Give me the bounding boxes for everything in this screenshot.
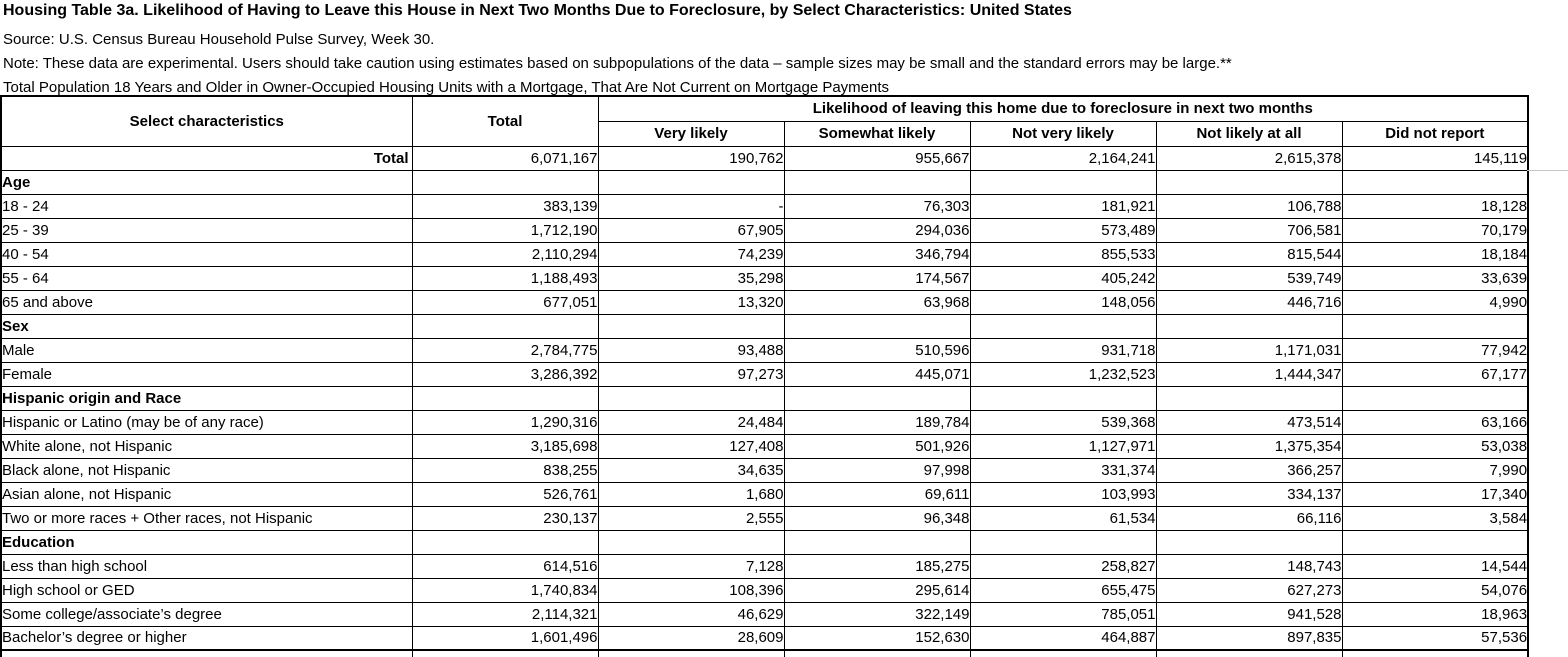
cell-did-not-report: 14,544: [1342, 554, 1528, 578]
cell-not-very-likely: 181,921: [970, 194, 1156, 218]
cell-total: 526,761: [412, 482, 598, 506]
cell-did-not-report: 18,128: [1342, 194, 1528, 218]
cell-very-likely: 74,239: [598, 242, 784, 266]
col-header-total: Total: [412, 96, 598, 146]
table-row: [1, 506, 1528, 530]
cell-did-not-report: 57,536: [1342, 626, 1528, 650]
cell-empty: [1156, 314, 1342, 338]
row-label: Female: [1, 362, 412, 386]
cell-very-likely: 13,320: [598, 290, 784, 314]
cell-very-likely: 97,273: [598, 362, 784, 386]
col-header-very-likely: Very likely: [598, 121, 784, 146]
table-row: [1, 482, 1528, 506]
cell-somewhat-likely: 63,968: [784, 290, 970, 314]
table-row: [1, 626, 1528, 650]
table-row: [1, 578, 1528, 602]
cell-did-not-report: 17,340: [1342, 482, 1528, 506]
cell-empty: [1156, 386, 1342, 410]
cell-very-likely: 127,408: [598, 434, 784, 458]
cell-not-likely-at-all: 627,273: [1156, 578, 1342, 602]
section-row-sex: [1, 314, 1528, 338]
col-header-did-not-report: Did not report: [1342, 121, 1528, 146]
cell-empty: [412, 170, 598, 194]
cell-not-likely-at-all: 2,615,378: [1156, 146, 1342, 170]
cell-somewhat-likely: 152,630: [784, 626, 970, 650]
cell-empty: [784, 386, 970, 410]
cell-very-likely: 46,629: [598, 602, 784, 626]
cell-not-likely-at-all: 815,544: [1156, 242, 1342, 266]
table-row: [1, 458, 1528, 482]
cell-not-very-likely: 405,242: [970, 266, 1156, 290]
cell-very-likely: 34,635: [598, 458, 784, 482]
cell-not-likely-at-all: 706,581: [1156, 218, 1342, 242]
cell-total: 614,516: [412, 554, 598, 578]
cell-empty: [970, 386, 1156, 410]
table-row: [1, 290, 1528, 314]
cell-somewhat-likely: 189,784: [784, 410, 970, 434]
cell-total: 1,290,316: [412, 410, 598, 434]
cell-somewhat-likely: 97,998: [784, 458, 970, 482]
cell-very-likely: -: [598, 194, 784, 218]
section-row-hispanic-origin-race: [1, 386, 1528, 410]
cell-did-not-report: 33,639: [1342, 266, 1528, 290]
cell-total: 2,784,775: [412, 338, 598, 362]
cell-total: 838,255: [412, 458, 598, 482]
cell-not-likely-at-all: 106,788: [1156, 194, 1342, 218]
row-label: 55 - 64: [1, 266, 412, 290]
cell-not-likely-at-all: 1,375,354: [1156, 434, 1342, 458]
row-label: 65 and above: [1, 290, 412, 314]
table-row: [1, 218, 1528, 242]
row-label: Black alone, not Hispanic: [1, 458, 412, 482]
cell-did-not-report: 53,038: [1342, 434, 1528, 458]
cell-empty: [598, 314, 784, 338]
gridline-extension: [1527, 170, 1568, 171]
table-row: [1, 362, 1528, 386]
cell-empty: [784, 170, 970, 194]
population-line: Total Population 18 Years and Older in Owner-Occupied Housing Units with a Mortgage, That Are Not Current on Mortgage Payments: [3, 79, 890, 96]
cell-not-likely-at-all: 148,743: [1156, 554, 1342, 578]
cell-not-very-likely: 258,827: [970, 554, 1156, 578]
cell-not-very-likely: 103,993: [970, 482, 1156, 506]
cell-empty: [1342, 170, 1528, 194]
cell-very-likely: 2,555: [598, 506, 784, 530]
col-header-not-very-likely: Not very likely: [970, 121, 1156, 146]
cell-total: 3,286,392: [412, 362, 598, 386]
row-label: Less than high school: [1, 554, 412, 578]
table-row: [1, 242, 1528, 266]
cell-empty: [598, 530, 784, 554]
section-label: Education: [1, 530, 412, 554]
table-row: [1, 434, 1528, 458]
cell-empty: [1, 650, 412, 657]
note-line: Note: These data are experimental. Users should take caution using estimates based on subpopulations of the data – sample sizes may be small and the standard errors may be large.**: [3, 55, 1232, 72]
cell-empty: [784, 530, 970, 554]
cell-very-likely: 67,905: [598, 218, 784, 242]
cell-did-not-report: 70,179: [1342, 218, 1528, 242]
cell-not-very-likely: 855,533: [970, 242, 1156, 266]
table-row-clipped: [1, 650, 1528, 657]
cell-very-likely: 24,484: [598, 410, 784, 434]
cell-empty: [412, 650, 598, 657]
table-row: [1, 338, 1528, 362]
cell-total: 1,188,493: [412, 266, 598, 290]
cell-somewhat-likely: 510,596: [784, 338, 970, 362]
cell-somewhat-likely: 69,611: [784, 482, 970, 506]
cell-did-not-report: 18,184: [1342, 242, 1528, 266]
cell-not-very-likely: 331,374: [970, 458, 1156, 482]
row-label: White alone, not Hispanic: [1, 434, 412, 458]
cell-total: 6,071,167: [412, 146, 598, 170]
section-row-education: [1, 530, 1528, 554]
cell-not-likely-at-all: 1,444,347: [1156, 362, 1342, 386]
section-row-age: [1, 170, 1528, 194]
cell-total: 3,185,698: [412, 434, 598, 458]
cell-empty: [970, 170, 1156, 194]
cell-somewhat-likely: 346,794: [784, 242, 970, 266]
cell-not-likely-at-all: 1,171,031: [1156, 338, 1342, 362]
cell-somewhat-likely: 76,303: [784, 194, 970, 218]
page-title: Housing Table 3a. Likelihood of Having to Leave this House in Next Two Months Due to Foreclosure, by Select Characteristics: United States: [3, 2, 1072, 19]
cell-very-likely: 93,488: [598, 338, 784, 362]
header-row-1: [1, 96, 1528, 121]
row-label: Two or more races + Other races, not Hispanic: [1, 506, 412, 530]
cell-somewhat-likely: 96,348: [784, 506, 970, 530]
row-label: Hispanic or Latino (may be of any race): [1, 410, 412, 434]
table-row: [1, 194, 1528, 218]
cell-very-likely: 35,298: [598, 266, 784, 290]
cell-did-not-report: 7,990: [1342, 458, 1528, 482]
cell-did-not-report: 18,963: [1342, 602, 1528, 626]
cell-somewhat-likely: 445,071: [784, 362, 970, 386]
cell-very-likely: 7,128: [598, 554, 784, 578]
cell-not-likely-at-all: 473,514: [1156, 410, 1342, 434]
cell-not-very-likely: 148,056: [970, 290, 1156, 314]
col-header-not-likely-at-all: Not likely at all: [1156, 121, 1342, 146]
table-row: [1, 602, 1528, 626]
section-label: Sex: [1, 314, 412, 338]
cell-total: 1,740,834: [412, 578, 598, 602]
cell-somewhat-likely: 185,275: [784, 554, 970, 578]
cell-did-not-report: 63,166: [1342, 410, 1528, 434]
cell-total: 1,601,496: [412, 626, 598, 650]
cell-did-not-report: 67,177: [1342, 362, 1528, 386]
row-label: Some college/associate’s degree: [1, 602, 412, 626]
table-row: [1, 266, 1528, 290]
cell-not-likely-at-all: 446,716: [1156, 290, 1342, 314]
cell-total: 2,110,294: [412, 242, 598, 266]
cell-empty: [1156, 650, 1342, 657]
cell-empty: [784, 314, 970, 338]
cell-somewhat-likely: 955,667: [784, 146, 970, 170]
cell-did-not-report: 145,119: [1342, 146, 1528, 170]
cell-empty: [412, 530, 598, 554]
cell-not-very-likely: 1,127,971: [970, 434, 1156, 458]
total-row: [1, 146, 1528, 170]
cell-empty: [1342, 530, 1528, 554]
section-label: Hispanic origin and Race: [1, 386, 412, 410]
cell-total: 383,139: [412, 194, 598, 218]
cell-not-very-likely: 931,718: [970, 338, 1156, 362]
table-row: [1, 554, 1528, 578]
cell-total: 2,114,321: [412, 602, 598, 626]
row-label: 25 - 39: [1, 218, 412, 242]
cell-empty: [1342, 386, 1528, 410]
cell-empty: [598, 386, 784, 410]
row-label: High school or GED: [1, 578, 412, 602]
cell-not-very-likely: 573,489: [970, 218, 1156, 242]
cell-empty: [970, 530, 1156, 554]
cell-not-very-likely: 1,232,523: [970, 362, 1156, 386]
cell-empty: [598, 170, 784, 194]
cell-total: 677,051: [412, 290, 598, 314]
cell-empty: [412, 314, 598, 338]
cell-did-not-report: 54,076: [1342, 578, 1528, 602]
table-row: [1, 410, 1528, 434]
cell-somewhat-likely: 174,567: [784, 266, 970, 290]
cell-somewhat-likely: 322,149: [784, 602, 970, 626]
cell-somewhat-likely: 501,926: [784, 434, 970, 458]
row-label: 18 - 24: [1, 194, 412, 218]
cell-very-likely: 1,680: [598, 482, 784, 506]
cell-not-very-likely: 464,887: [970, 626, 1156, 650]
cell-did-not-report: 3,584: [1342, 506, 1528, 530]
cell-empty: [970, 314, 1156, 338]
cell-not-likely-at-all: 334,137: [1156, 482, 1342, 506]
row-label: Total: [1, 146, 412, 170]
cell-not-very-likely: 2,164,241: [970, 146, 1156, 170]
cell-total: 230,137: [412, 506, 598, 530]
cell-not-likely-at-all: 366,257: [1156, 458, 1342, 482]
cell-not-likely-at-all: 941,528: [1156, 602, 1342, 626]
cell-empty: [1342, 650, 1528, 657]
cell-very-likely: 190,762: [598, 146, 784, 170]
cell-empty: [412, 386, 598, 410]
cell-not-very-likely: 785,051: [970, 602, 1156, 626]
cell-did-not-report: 77,942: [1342, 338, 1528, 362]
cell-not-likely-at-all: 539,749: [1156, 266, 1342, 290]
cell-not-very-likely: 539,368: [970, 410, 1156, 434]
span-header-likelihood: Likelihood of leaving this home due to foreclosure in next two months: [598, 96, 1528, 121]
cell-empty: [784, 650, 970, 657]
cell-not-likely-at-all: 66,116: [1156, 506, 1342, 530]
cell-very-likely: 28,609: [598, 626, 784, 650]
cell-somewhat-likely: 295,614: [784, 578, 970, 602]
cell-not-very-likely: 655,475: [970, 578, 1156, 602]
row-label: 40 - 54: [1, 242, 412, 266]
data-table: [0, 95, 1529, 657]
row-label: Bachelor’s degree or higher: [1, 626, 412, 650]
source-line: Source: U.S. Census Bureau Household Pulse Survey, Week 30.: [3, 31, 435, 48]
cell-somewhat-likely: 294,036: [784, 218, 970, 242]
cell-did-not-report: 4,990: [1342, 290, 1528, 314]
cell-empty: [1156, 170, 1342, 194]
cell-total: 1,712,190: [412, 218, 598, 242]
section-label: Age: [1, 170, 412, 194]
cell-not-very-likely: 61,534: [970, 506, 1156, 530]
cell-empty: [1342, 314, 1528, 338]
row-label: Male: [1, 338, 412, 362]
cell-empty: [1156, 530, 1342, 554]
cell-very-likely: 108,396: [598, 578, 784, 602]
cell-empty: [970, 650, 1156, 657]
col-header-somewhat-likely: Somewhat likely: [784, 121, 970, 146]
row-label: Asian alone, not Hispanic: [1, 482, 412, 506]
cell-empty: [598, 650, 784, 657]
cell-not-likely-at-all: 897,835: [1156, 626, 1342, 650]
col-header-select-characteristics: Select characteristics: [1, 96, 412, 146]
